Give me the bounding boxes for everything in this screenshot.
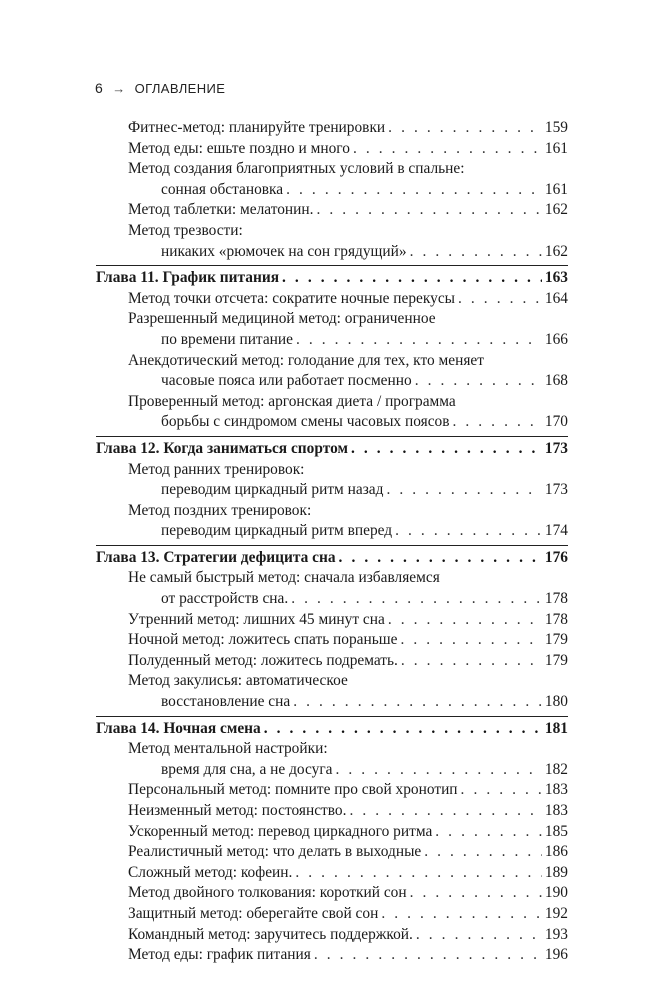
dot-leader bbox=[351, 439, 542, 460]
toc-entry-text: Анекдотический метод: голодание для тех, кто меняет bbox=[128, 351, 484, 369]
toc-entry-text: переводим циркадный ритм назад bbox=[161, 481, 384, 499]
toc-entry-text: Метод трезвости: bbox=[128, 221, 243, 239]
toc-entry[interactable] bbox=[96, 289, 568, 310]
dot-leader bbox=[282, 268, 542, 289]
toc-entry[interactable] bbox=[96, 200, 568, 221]
toc-entry[interactable] bbox=[96, 842, 568, 863]
toc-page-number: 196 bbox=[544, 946, 568, 964]
dot-leader bbox=[424, 842, 542, 863]
toc-page-number: 166 bbox=[544, 330, 568, 348]
toc-page-number: 179 bbox=[544, 631, 568, 649]
toc-entry-text: Метод таблетки: мелатонин. bbox=[128, 201, 314, 219]
toc-entry[interactable] bbox=[96, 351, 568, 392]
toc-entry-text: Полуденный метод: ложитесь подремать. bbox=[128, 651, 398, 669]
dot-leader bbox=[291, 589, 542, 610]
toc-entry[interactable] bbox=[96, 501, 568, 542]
toc-page-number: 178 bbox=[544, 590, 568, 608]
toc-entry-text: восстановление сна bbox=[161, 693, 291, 711]
toc-entry-text: Метод ментальной настройки: bbox=[128, 740, 328, 758]
dot-leader bbox=[458, 289, 542, 310]
toc-entry[interactable] bbox=[96, 392, 568, 433]
toc-page-number: 186 bbox=[544, 843, 568, 861]
toc-entry-text: сонная обстановка bbox=[161, 180, 284, 198]
toc-entry-text: Метод ранних тренировок: bbox=[128, 460, 305, 478]
toc-chapter[interactable] bbox=[96, 545, 568, 569]
toc-entry[interactable] bbox=[96, 863, 568, 884]
toc-entry-text: Неизменный метод: постоянство. bbox=[128, 802, 347, 819]
dot-leader bbox=[286, 180, 542, 201]
dot-leader bbox=[401, 651, 542, 672]
dot-leader bbox=[349, 801, 541, 822]
toc-entry-text: от расстройств сна. bbox=[161, 590, 289, 608]
toc-page-number: 174 bbox=[544, 522, 568, 540]
toc-entry-text: Реалистичный метод: что делать в выходные bbox=[128, 843, 422, 861]
toc-entry[interactable] bbox=[96, 904, 568, 925]
toc-chapter[interactable] bbox=[96, 265, 568, 289]
toc-entry-text: время для сна, а не досуга bbox=[161, 760, 333, 778]
toc-entry-text: Разрешенный медициной метод: ограниченное bbox=[128, 310, 436, 328]
toc-entry-text: часовые пояса или работает посменно bbox=[161, 372, 412, 390]
toc-page-number: 185 bbox=[544, 822, 568, 840]
toc-page-number: 192 bbox=[544, 904, 568, 922]
dot-leader bbox=[296, 330, 542, 351]
dot-leader bbox=[381, 904, 542, 925]
toc-entry[interactable] bbox=[96, 822, 568, 843]
dot-leader bbox=[388, 118, 542, 139]
dot-leader bbox=[416, 925, 542, 946]
dot-leader bbox=[314, 945, 542, 966]
toc-page-number: 173 bbox=[544, 439, 568, 457]
toc-page-number: 173 bbox=[544, 481, 568, 499]
toc-entry[interactable] bbox=[96, 883, 568, 904]
toc-page-number: 193 bbox=[544, 925, 568, 943]
page-number: 6 bbox=[95, 80, 104, 96]
dot-leader bbox=[335, 760, 541, 781]
toc-page-number: 181 bbox=[544, 719, 568, 737]
toc-entry-text: Глава 13. Стратегии дефицита сна bbox=[96, 548, 336, 566]
toc-entry-text: Фитнес-метод: планируйте тренировки bbox=[128, 119, 386, 136]
toc-entry-text: Ускоренный метод: перевод циркадного ритма bbox=[128, 822, 433, 840]
toc-entry[interactable] bbox=[96, 118, 568, 139]
toc-page-number: 189 bbox=[544, 863, 568, 881]
toc-page-number: 164 bbox=[544, 289, 568, 307]
toc-entry[interactable] bbox=[96, 780, 568, 801]
dot-leader bbox=[339, 548, 542, 569]
toc-entry[interactable] bbox=[96, 221, 568, 262]
toc-entry-text: Метод еды: график питания bbox=[128, 946, 311, 964]
dot-leader bbox=[452, 412, 541, 433]
toc-entry-text: Персональный метод: помните про свой хронотип bbox=[128, 781, 458, 799]
toc-page-number: 176 bbox=[544, 548, 568, 566]
toc-entry[interactable] bbox=[96, 671, 568, 712]
toc-entry-text: Метод еды: ешьте поздно и много bbox=[128, 139, 350, 157]
running-header bbox=[95, 80, 225, 96]
toc-entry-text: Метод закулисья: автоматическое bbox=[128, 672, 348, 690]
toc-entry-text: Утренний метод: лишних 45 минут сна bbox=[128, 610, 385, 628]
toc-entry-text: Глава 12. Когда заниматься спортом bbox=[96, 439, 348, 457]
toc-chapter[interactable] bbox=[96, 436, 568, 460]
toc-page-number: 183 bbox=[544, 802, 568, 819]
toc-page-number: 162 bbox=[544, 242, 568, 260]
toc-entry-text: по времени питание bbox=[161, 330, 293, 348]
toc-page-number: 168 bbox=[544, 372, 568, 390]
toc-entry-text: Защитный метод: оберегайте свой сон bbox=[128, 904, 379, 922]
dot-leader bbox=[435, 822, 542, 843]
toc-entry-text: Командный метод: заручитесь поддержкой. bbox=[128, 925, 413, 943]
toc-entry-text: Метод точки отсчета: сократите ночные перекусы bbox=[128, 289, 456, 307]
toc-page-number: 178 bbox=[544, 610, 568, 628]
toc-entry-text: Глава 14. Ночная смена bbox=[96, 719, 261, 737]
toc-entry-text: борьбы с синдромом смены часовых поясов bbox=[161, 413, 450, 431]
dot-leader bbox=[415, 371, 542, 392]
toc-entry[interactable] bbox=[96, 945, 568, 966]
toc-entry-text: Не самый быстрый метод: сначала избавляемся bbox=[128, 569, 440, 587]
toc-page-number: 179 bbox=[544, 651, 568, 669]
table-of-contents bbox=[96, 118, 568, 966]
toc-page-number: 180 bbox=[544, 693, 568, 711]
toc-page-number: 161 bbox=[544, 180, 568, 198]
dot-leader bbox=[388, 610, 542, 631]
toc-entry-text: переводим циркадный ритм вперед bbox=[161, 522, 393, 540]
dot-leader bbox=[295, 863, 542, 884]
toc-entry[interactable] bbox=[96, 925, 568, 946]
toc-page-number: 162 bbox=[544, 201, 568, 219]
toc-entry[interactable] bbox=[96, 309, 568, 350]
toc-entry-text: Метод поздних тренировок: bbox=[128, 501, 312, 519]
dot-leader bbox=[317, 200, 542, 221]
toc-entry[interactable] bbox=[96, 651, 568, 672]
toc-page-number: 161 bbox=[544, 139, 568, 157]
toc-entry-text: Метод создания благоприятных условий в спальне: bbox=[128, 160, 465, 178]
toc-entry[interactable] bbox=[96, 610, 568, 631]
dot-leader bbox=[353, 139, 542, 160]
toc-entry[interactable] bbox=[96, 568, 568, 609]
toc-entry[interactable] bbox=[96, 739, 568, 780]
toc-entry[interactable] bbox=[96, 801, 568, 822]
toc-chapter[interactable] bbox=[96, 716, 568, 740]
toc-page-number: 159 bbox=[544, 119, 568, 136]
toc-page-number: 183 bbox=[544, 781, 568, 799]
dot-leader bbox=[410, 883, 542, 904]
toc-entry-text: Метод двойного толкования: короткий сон bbox=[128, 884, 407, 902]
toc-page-number: 163 bbox=[544, 269, 568, 287]
dot-leader bbox=[400, 630, 541, 651]
dot-leader bbox=[293, 692, 542, 713]
toc-entry-text: Проверенный метод: аргонская диета / программа bbox=[128, 392, 456, 410]
toc-page-number: 170 bbox=[544, 413, 568, 431]
toc-page-number: 190 bbox=[544, 884, 568, 902]
toc-entry[interactable] bbox=[96, 460, 568, 501]
dot-leader bbox=[395, 521, 542, 542]
toc-page-number: 182 bbox=[544, 760, 568, 778]
toc-entry-text: Ночной метод: ложитесь спать пораньше bbox=[128, 631, 398, 649]
toc-entry[interactable] bbox=[96, 630, 568, 651]
dot-leader bbox=[264, 719, 542, 740]
arrow-right-icon: → bbox=[112, 80, 126, 96]
dot-leader bbox=[386, 480, 541, 501]
toc-entry-text: Сложный метод: кофеин. bbox=[128, 863, 293, 881]
dot-leader bbox=[461, 780, 542, 801]
toc-entry[interactable] bbox=[96, 159, 568, 200]
section-title: ОГЛАВЛЕНИЕ bbox=[134, 80, 226, 96]
toc-entry-text: никаких «рюмочек на сон грядущий» bbox=[161, 242, 407, 260]
dot-leader bbox=[410, 242, 542, 263]
toc-entry[interactable] bbox=[96, 139, 568, 160]
toc-entry-text: Глава 11. График питания bbox=[96, 269, 280, 287]
